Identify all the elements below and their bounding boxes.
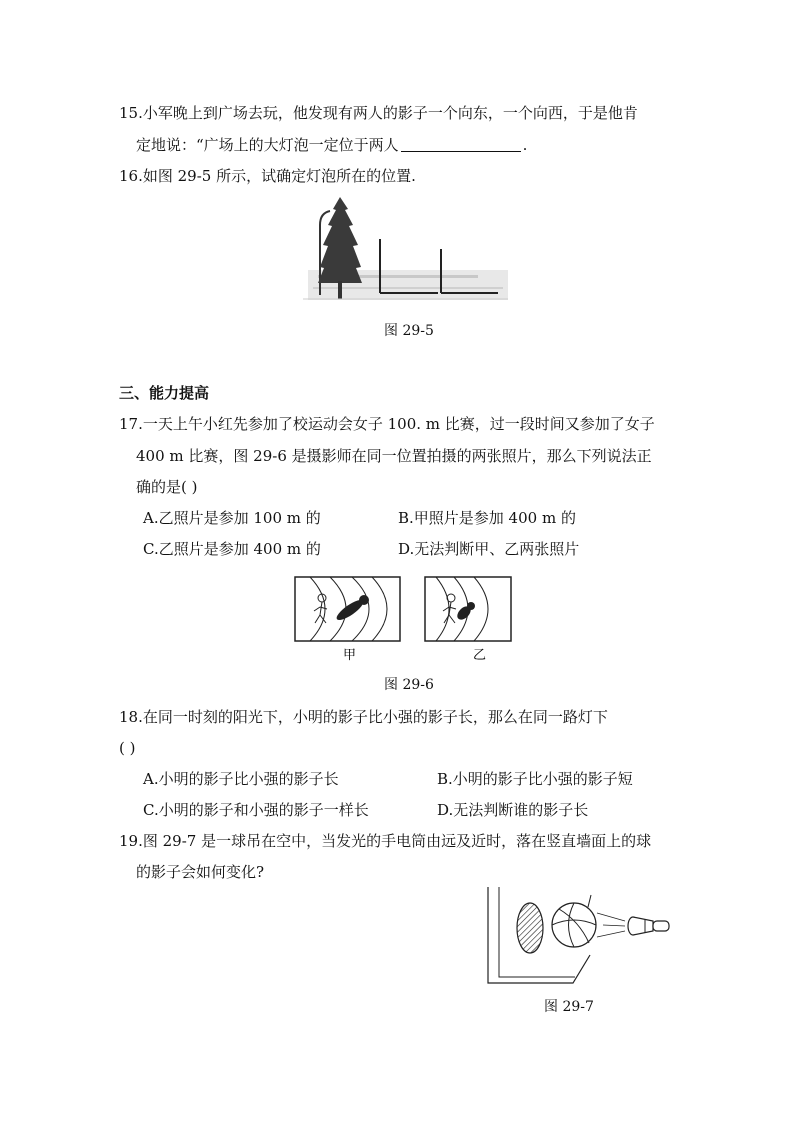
- photo-left-label: 甲: [343, 648, 357, 663]
- q15-line2: [136, 135, 527, 155]
- figure-29-5-caption: 图 29-5: [384, 323, 434, 339]
- q15-line2-end: .: [522, 136, 528, 154]
- ball: [552, 895, 596, 947]
- figure-29-7-caption: 图 29-7: [544, 999, 594, 1015]
- q17-line2: 400 m 比赛，图 29-6 是摄影师在同一位置拍摄的两张照片，那么下列说法正: [136, 447, 652, 465]
- q18-option-b: B.小明的影子比小强的影子短: [437, 770, 633, 788]
- q15-line1: 15.小军晚上到广场去玩，他发现有两人的影子一个向东，一个向西，于是他肯: [119, 104, 638, 122]
- tree-trunk: [338, 281, 342, 299]
- q18-line2: ( ): [119, 739, 136, 757]
- photo-right: [425, 577, 511, 641]
- photo-left: [295, 577, 400, 641]
- ball-shadow: [517, 903, 543, 953]
- q18-option-d: D.无法判断谁的影子长: [437, 801, 589, 819]
- q18-option-c: C.小明的影子和小强的影子一样长: [143, 801, 369, 819]
- q17-line1: 17.一天上午小红先参加了校运动会女子 100. m 比赛，过一段时间又参加了女子: [119, 415, 655, 433]
- figure-29-5: [298, 195, 518, 307]
- tree: [318, 197, 362, 283]
- q18-line1: 18.在同一时刻的阳光下，小明的影子比小强的影子长，那么在同一路灯下: [119, 708, 608, 726]
- flashlight-icon: [628, 917, 669, 935]
- figure-29-6: [294, 575, 514, 665]
- q18-option-a: A.小明的影子比小强的影子长: [143, 770, 339, 788]
- q17-option-b: B.甲照片是参加 400 m 的: [398, 509, 576, 527]
- q16-line1: 16.如图 29-5 所示，试确定灯泡所在的位置.: [119, 167, 416, 185]
- q17-line3: 确的是( ): [136, 478, 198, 496]
- photo-right-label: 乙: [473, 648, 487, 663]
- answer-blank: [401, 137, 521, 152]
- section-title: 三、能力提高: [119, 384, 210, 402]
- q17-option-a: A.乙照片是参加 100 m 的: [143, 509, 321, 527]
- q19-line1: 19.图 29-7 是一球吊在空中，当发光的手电筒由远及近时，落在竖直墙面上的球: [119, 832, 652, 850]
- figure-29-6-caption: 图 29-6: [384, 677, 434, 693]
- q17-option-d: D.无法判断甲、乙两张照片: [398, 540, 580, 558]
- light-rays: [597, 913, 625, 937]
- q19-line2: 的影子会如何变化?: [136, 863, 265, 881]
- q15-line2-text: 定地说：“广场上的大灯泡一定位于两人: [136, 136, 399, 154]
- q17-option-c: C.乙照片是参加 400 m 的: [143, 540, 321, 558]
- figure-29-7: [485, 885, 675, 987]
